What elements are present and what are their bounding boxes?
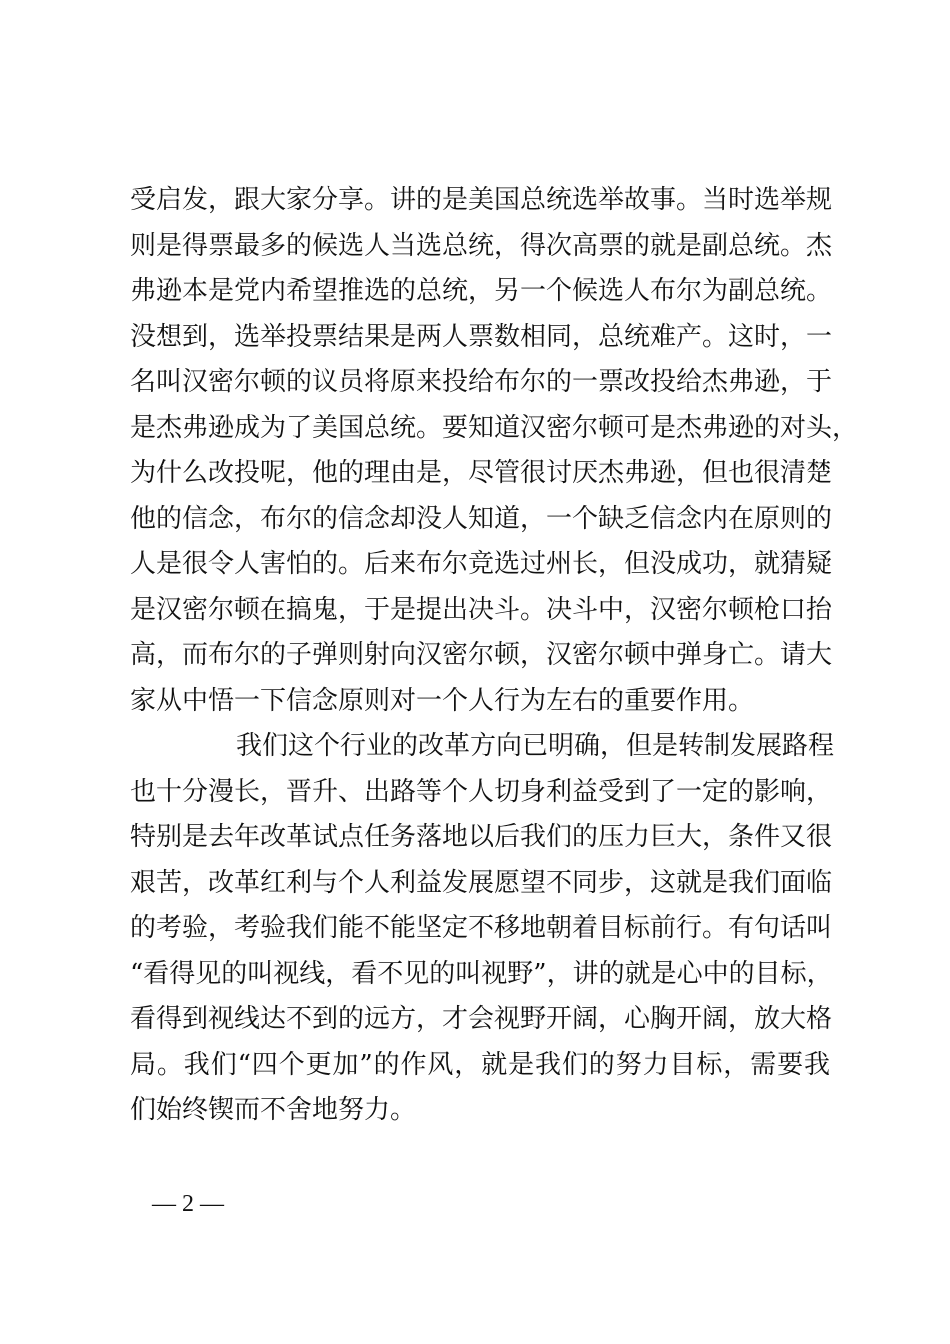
document-body [130, 178, 859, 1134]
text-line: 我们这个行业的改革方向已明确，但是转制发展路程 [236, 731, 835, 761]
text-line: 们始终锲而不舍地努力。 [130, 1095, 417, 1125]
text-line: 特别是去年改革试点任务落地以后我们的压力巨大，条件又很 [130, 822, 833, 852]
text-line: 则是得票最多的候选人当选总统，得次高票的就是副总统。杰 [130, 230, 833, 261]
text-line: 没想到，选举投票结果是两人票数相同，总统难产。这时，一 [130, 321, 833, 352]
text-line: 弗逊本是党内希望推选的总统，另一个候选人布尔为副总统。 [130, 276, 833, 306]
text-line: 人是很令人害怕的。后来布尔竞选过州长，但没成功，就猜疑 [130, 549, 833, 579]
text-line: 也十分漫长，晋升、出路等个人切身利益受到了一定的影响， [130, 776, 833, 807]
text-line: 是汉密尔顿在搞鬼，于是提出决斗。决斗中，汉密尔顿枪口抬 [130, 594, 833, 625]
page-number: — 2 — [152, 1191, 224, 1217]
text-line: 家从中悟一下信念原则对一个人行为左右的重要作用。 [130, 685, 755, 716]
text-line: 局。我们“四个更加”的作风，就是我们的努力目标，需要我 [130, 1049, 830, 1080]
text-line: 看得到视线达不到的远方，才会视野开阔，心胸开阔，放大格 [130, 1004, 833, 1034]
text-line: 他的信念，布尔的信念却没人知道，一个缺乏信念内在原则的 [130, 503, 833, 534]
text-line: 为什么改投呢，他的理由是，尽管很讨厌杰弗逊，但也很清楚 [130, 458, 833, 488]
text-line: 是杰弗逊成为了美国总统。要知道汉密尔顿可是杰弗逊的对头， [130, 412, 859, 443]
text-line: 受启发，跟大家分享。讲的是美国总统选举故事。当时选举规 [130, 185, 833, 215]
text-line: “看得见的叫视线，看不见的叫视野”，讲的就是心中的目标， [130, 958, 833, 989]
text-line: 名叫汉密尔顿的议员将原来投给布尔的一票改投给杰弗逊，于 [130, 367, 833, 397]
text-line: 的考验，考验我们能不能坚定不移地朝着目标前行。有句话叫 [130, 913, 833, 943]
text-line: 艰苦，改革红利与个人利益发展愿望不同步，这就是我们面临 [130, 867, 833, 898]
text-line: 高，而布尔的子弹则射向汉密尔顿，汉密尔顿中弹身亡。请大 [130, 640, 833, 670]
